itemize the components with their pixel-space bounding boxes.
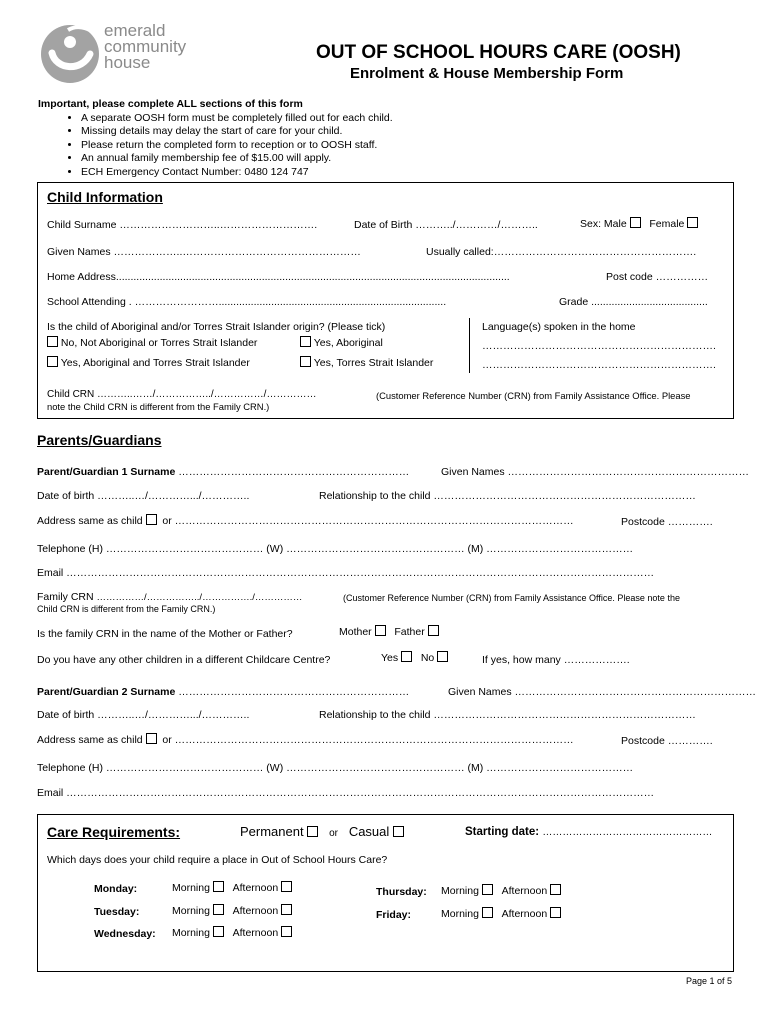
- p2-dob-field[interactable]: Date of birth ………..…/………….../…………..: [37, 709, 250, 721]
- mother-checkbox[interactable]: [375, 625, 386, 636]
- wednesday-morning-checkbox[interactable]: [213, 926, 224, 937]
- tuesday-label: Tuesday:: [94, 906, 140, 918]
- family-crn-note-2: Child CRN is different from the Family CRN.): [37, 604, 216, 614]
- female-label: Female: [649, 218, 685, 230]
- p2-address-same-label: Address same as child: [37, 734, 143, 746]
- aboriginal-tsi-checkbox[interactable]: [47, 356, 58, 367]
- child-crn-note: (Customer Reference Number (CRN) from Family Assistance Office. Please: [376, 390, 691, 401]
- aboriginal-checkbox[interactable]: [300, 336, 311, 347]
- monday-afternoon-checkbox[interactable]: [281, 881, 292, 892]
- child-info-heading: Child Information: [47, 189, 163, 205]
- p2-relationship-label: Relationship to the child: [319, 709, 431, 721]
- tsi-checkbox[interactable]: [300, 356, 311, 367]
- afternoon-label: Afternoon: [232, 882, 279, 894]
- language-line-1[interactable]: ………………………………………………………….: [482, 340, 716, 352]
- logo-text-2: community: [104, 37, 187, 56]
- list-item: • Please return the completed form to reception or to OOSH staff.: [81, 139, 393, 152]
- father-checkbox[interactable]: [428, 625, 439, 636]
- afternoon-label: Afternoon: [232, 927, 279, 939]
- school-attending-field[interactable]: School Attending . ……………………..............................................................................: [47, 296, 447, 308]
- p1-address-field[interactable]: ……………………………………………………………………………………………………: [174, 515, 574, 527]
- morning-label: Morning: [441, 885, 479, 897]
- p2-telephone-field[interactable]: Telephone (H) ……………………………………… (W) …………………………………………… (M) ……………………………………: [37, 762, 634, 774]
- permanent-checkbox[interactable]: [307, 826, 318, 837]
- opt-tsi-label: Yes, Torres Strait Islander: [313, 357, 434, 369]
- friday-morning-checkbox[interactable]: [482, 907, 493, 918]
- starting-date-label: Starting date:: [465, 826, 540, 838]
- p1-dob-field[interactable]: Date of birth ………..…/………….../…………..: [37, 490, 250, 502]
- usually-called-field[interactable]: Usually called:………………………………………………….: [426, 246, 697, 258]
- p2-given-field[interactable]: ……………………………………………………………: [514, 686, 757, 698]
- opt-no-label: No, Not Aboriginal or Torres Strait Islander: [60, 337, 258, 349]
- p1-address-same-checkbox[interactable]: [146, 514, 157, 525]
- monday-morning-checkbox[interactable]: [213, 881, 224, 892]
- opt-ab-label: Yes, Aboriginal: [313, 337, 383, 349]
- afternoon-label: Afternoon: [501, 885, 548, 897]
- morning-label: Morning: [441, 908, 479, 920]
- parents-heading: Parents/Guardians: [37, 432, 162, 448]
- p1-relationship-field[interactable]: …………………………………………………………………: [433, 490, 696, 502]
- list-item: • An annual family membership fee of $15.00 will apply.: [81, 152, 393, 165]
- divider: [469, 318, 470, 373]
- p1-surname-field[interactable]: …………………………………………………………: [178, 466, 410, 478]
- child-surname-field[interactable]: Child Surname ………………………..……………………….: [47, 219, 318, 231]
- language-label: Language(s) spoken in the home: [482, 321, 636, 333]
- other-children-question: Do you have any other children in a different Childcare Centre?: [37, 654, 331, 666]
- logo-text-1: emerald: [104, 21, 166, 40]
- mother-label: Mother: [339, 626, 372, 638]
- page-number: Page 1 of 5: [686, 976, 733, 986]
- morning-label: Morning: [172, 905, 210, 917]
- wednesday-label: Wednesday:: [94, 928, 156, 940]
- given-names-field[interactable]: Given Names ………………..……………………………………………: [47, 246, 361, 258]
- p2-address-same-checkbox[interactable]: [146, 733, 157, 744]
- permanent-label: Permanent: [240, 824, 304, 839]
- list-item: • A separate OOSH form must be completely filled out for each child.: [81, 112, 393, 125]
- p2-email-field[interactable]: Email ……………………………………………………………………………………………………………………………………………………: [37, 787, 655, 799]
- care-days-question: Which days does your child require a place in Out of School Hours Care?: [47, 854, 388, 866]
- p1-telephone-field[interactable]: Telephone (H) ……………………………………… (W) …………………………………………… (M) ……………………………………: [37, 543, 634, 555]
- afternoon-label: Afternoon: [501, 908, 548, 920]
- or-label: or: [162, 515, 172, 527]
- p1-postcode-field[interactable]: Postcode ………….: [621, 516, 713, 528]
- child-crn-note-2: note the Child CRN is different from the Family CRN.): [47, 401, 270, 412]
- aboriginal-question: Is the child of Aboriginal and/or Torres Strait Islander origin? (Please tick): [47, 321, 386, 333]
- tuesday-afternoon-checkbox[interactable]: [281, 904, 292, 915]
- how-many-field[interactable]: If yes, how many ……………….: [482, 654, 630, 666]
- grade-field[interactable]: Grade ........................................: [559, 296, 708, 308]
- home-address-field[interactable]: Home Address.......................................................................................................................................: [47, 271, 510, 283]
- p1-given-field[interactable]: ……………………………………………………………: [507, 466, 750, 478]
- family-crn-label: Family CRN: [37, 591, 94, 603]
- female-checkbox[interactable]: [687, 217, 698, 228]
- logo-mark-icon: [38, 20, 104, 86]
- friday-label: Friday:: [376, 909, 412, 921]
- opt-both-label: Yes, Aboriginal and Torres Strait Islander: [60, 357, 250, 369]
- child-crn-field[interactable]: Child CRN ………..……/……………../……………/……………: [47, 389, 317, 400]
- casual-label: Casual: [348, 824, 390, 839]
- thursday-label: Thursday:: [376, 886, 427, 898]
- no-label: No: [420, 652, 435, 664]
- important-heading: Important, please complete ALL sections of this form: [38, 98, 303, 110]
- form-title: OUT OF SCHOOL HOURS CARE (OOSH): [316, 42, 681, 63]
- family-crn-note: (Customer Reference Number (CRN) from Family Assistance Office. Please note the: [343, 593, 680, 603]
- p2-given-label: Given Names: [448, 686, 512, 698]
- p1-given-label: Given Names: [441, 466, 505, 478]
- thursday-morning-checkbox[interactable]: [482, 884, 493, 895]
- no-checkbox[interactable]: [437, 651, 448, 662]
- or-label: or: [162, 734, 172, 746]
- list-item: • ECH Emergency Contact Number: 0480 124 747: [81, 166, 393, 179]
- list-item: • Missing details may delay the start of care for your child.: [81, 125, 393, 138]
- language-line-2[interactable]: ………………………………………………………….: [482, 359, 716, 371]
- p1-address-same-label: Address same as child: [37, 515, 143, 527]
- wednesday-afternoon-checkbox[interactable]: [281, 926, 292, 937]
- p1-relationship-label: Relationship to the child: [319, 490, 431, 502]
- or-label: or: [329, 828, 338, 839]
- tuesday-morning-checkbox[interactable]: [213, 904, 224, 915]
- p2-postcode-field[interactable]: Postcode ………….: [621, 735, 713, 747]
- logo: [38, 20, 208, 86]
- yes-label: Yes: [381, 652, 399, 664]
- male-checkbox[interactable]: [630, 217, 641, 228]
- morning-label: Morning: [172, 882, 210, 894]
- p2-surname-label: Parent/Guardian 2 Surname: [37, 686, 176, 698]
- crn-name-question: Is the family CRN in the name of the Mother or Father?: [37, 628, 293, 640]
- p1-surname-label: Parent/Guardian 1 Surname: [37, 466, 176, 478]
- form-subtitle: Enrolment & House Membership Form: [350, 65, 624, 82]
- care-heading: Care Requirements:: [47, 824, 181, 840]
- morning-label: Morning: [172, 927, 210, 939]
- logo-text-3: house: [104, 53, 151, 72]
- child-dob-field[interactable]: Date of Birth ………../…………/………..: [354, 219, 538, 231]
- p2-relationship-field[interactable]: …………………………………………………………………: [433, 709, 696, 721]
- friday-afternoon-checkbox[interactable]: [550, 907, 561, 918]
- p1-email-field[interactable]: Email ……………………………………………………………………………………………………………………………………………………: [37, 567, 655, 579]
- important-list: [61, 112, 393, 179]
- casual-checkbox[interactable]: [393, 826, 404, 837]
- family-crn-field[interactable]: ……………/……………../……………./……………: [96, 592, 303, 603]
- p2-address-field[interactable]: ……………………………………………………………………………………………………: [174, 734, 574, 746]
- yes-checkbox[interactable]: [401, 651, 412, 662]
- afternoon-label: Afternoon: [232, 905, 279, 917]
- thursday-afternoon-checkbox[interactable]: [550, 884, 561, 895]
- father-label: Father: [394, 626, 425, 638]
- p2-surname-field[interactable]: …………………………………………………………: [178, 686, 410, 698]
- sex-label: Sex: Male: [580, 218, 627, 230]
- postcode-field[interactable]: Post code ……………: [606, 271, 709, 283]
- starting-date-field[interactable]: ……………………………………………: [542, 827, 713, 838]
- monday-label: Monday:: [94, 883, 138, 895]
- not-aboriginal-checkbox[interactable]: [47, 336, 58, 347]
